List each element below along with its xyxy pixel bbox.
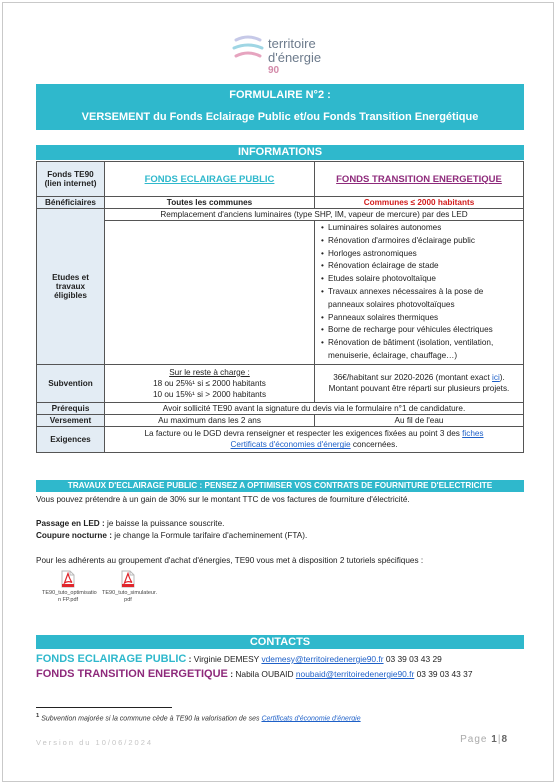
etudes-shared: Remplacement d'anciens luminaires (type SHP, IM, vapeur de mercure) par des LED [105,209,524,221]
led-label: Passage en LED : [36,519,105,528]
contact-fe [36,653,442,665]
logo-line-3: 90 [268,65,280,76]
contact-fte [36,668,472,680]
pdf-name-line1: TE90_tuto_simulateur. [102,590,158,596]
table-row [37,209,524,221]
list-item: • Borne de recharge pour véhicules électriques [321,324,521,337]
contact-fte-label: FONDS TRANSITION ENERGETIQUE [36,668,228,680]
pdf-file-icon [61,570,75,588]
exigences-pre: La facture ou le DGD devra renseigner et respecter les exigences fixées au point 3 des [144,429,460,439]
coupure-text: je change la Formule tarifaire d'acheminement (FTA). [114,531,308,540]
footnote-rule [36,707,172,708]
list-item: • Travaux annexes nécessaires à la pose de panneaux solaires photovoltaïques [321,286,521,312]
beneficiaires-fte: Communes ≤ 2000 habitants [315,197,524,209]
table-row [37,162,524,197]
informations-heading: INFORMATIONS [36,145,524,160]
prerequis-label: Prérequis [37,402,105,414]
contacts-heading: CONTACTS [36,635,524,649]
title-banner [36,84,524,130]
subvention-fe-line2: 10 ou 15%¹ si > 2000 habitants [152,389,267,399]
list-item: • Luminaires solaires autonomes [321,222,521,235]
footer-version: Version du 10/06/2024 [36,738,154,747]
subvention-fe-head: Sur le reste à charge : [169,367,250,377]
pdf-attachment[interactable] [42,570,97,604]
beneficiaires-label: Bénéficiaires [37,197,105,209]
page-separator: | [497,734,502,745]
montant-ici-link[interactable]: ici [492,373,500,383]
pdf-file-icon [121,570,135,588]
subvention-fte-line2: Montant pouvant être réparti sur plusieurs projets. [328,384,510,394]
list-item: • Panneaux solaires thermiques [321,312,521,325]
footnote-link[interactable]: Certificats d'économie d'énergie [261,715,361,723]
contact-fte-email[interactable]: noubaid@territoiredenergie90.fr [295,669,415,679]
footnote-number: 1 [36,713,40,719]
fonds-ep-link-cell [105,162,315,197]
table-row [37,414,524,426]
subvention-fte-line1 [318,372,520,383]
subvention-fte-pre: 36€/habitant sur 2020-2026 (montant exact [333,373,490,383]
contact-fe-label: FONDS ECLAIRAGE PUBLIC [36,653,187,665]
contact-fte-sep: : [227,669,236,679]
footer-page [460,734,508,745]
pdf-caption-2 [102,590,158,604]
etudes-fe-empty [105,221,315,365]
list-item: • Rénovation de bâtiment (isolation, ventilation, menuiserie, éclairage, chauffage…) [321,337,521,363]
led-text: je baisse la puissance souscrite. [107,519,225,528]
beneficiaires-fe: Toutes les communes [105,197,315,209]
table-row [37,221,524,365]
form-subtitle: VERSEMENT du Fonds Eclairage Public et/ou Fonds Transition Energétique [81,111,479,123]
contact-fe-name: Virginie DEMESY [193,654,260,664]
pdf-name-line2: n FP.pdf [57,597,79,603]
groupement-text: Pour les adhérents au groupement d'achat d'énergies, TE90 vous met à disposition 2 tutoriels spécifiques : [36,556,424,565]
exigences-text [105,426,524,452]
pdf-name-line2: pdf [124,597,132,603]
list-item: • Etudes solaire photovoltaïque [321,273,521,286]
fonds-te-link[interactable]: FONDS TRANSITION ENERGETIQUE [336,173,502,185]
contact-fe-email[interactable]: vdemesy@territoiredenergie90.fr [261,654,384,664]
footnote-text: Subvention majorée si la commune cède à TE90 la valorisation de ses [41,715,260,723]
led-line [36,519,224,528]
form-title: FORMULAIRE N°2 : [229,89,331,101]
contact-fte-phone: 03 39 03 43 37 [416,669,473,679]
logo-line-2: d'énergie [268,50,322,65]
footnote [36,713,361,722]
coupure-line [36,531,307,540]
contact-fe-sep: : [186,654,194,664]
informations-table [36,161,524,453]
list-item: • Horloges astronomiques [321,248,521,261]
subvention-fe-line1: 18 ou 25%¹ si ≤ 2000 habitants [153,378,266,388]
fonds-te-link-cell [315,162,524,197]
list-item: • Rénovation d'armoires d'éclairage public [321,235,521,248]
fiches-link[interactable]: fiches [462,429,484,439]
prerequis-text: Avoir sollicité TE90 avant la signature du devis via le formulaire n°1 de candidature. [105,402,524,414]
subvention-label: Subvention [37,364,105,402]
cee-link[interactable]: Certificats d'économies d'énergie [230,440,351,450]
versement-fte: Au fil de l'eau [315,414,524,426]
page-label: Page [460,734,488,745]
exigences-post: concernées. [352,440,398,450]
table-row [37,426,524,452]
etudes-label: Etudes et travaux éligibles [37,209,105,365]
pdf-caption-1 [42,590,97,604]
table-row [37,364,524,402]
fonds-label: Fonds TE90 (lien internet) [37,162,105,197]
contact-fe-phone: 03 39 03 43 29 [385,654,442,664]
travaux-heading: TRAVAUX D'ECLAIRAGE PUBLIC : PENSEZ A OPTIMISER VOS CONTRATS DE FOURNITURE D'ELECTRICITE [36,480,524,492]
logo-mark-icon [232,34,264,64]
subvention-fte [315,364,524,402]
subvention-fe [105,364,315,402]
fonds-ep-link[interactable]: FONDS ECLAIRAGE PUBLIC [144,173,275,185]
etudes-fte-list [315,221,524,365]
logo-line-1: territoire [268,36,316,51]
subvention-fte-post: ). [499,373,505,383]
table-row [37,197,524,209]
pdf-name-line1: TE90_tuto_optimisatio [42,590,97,596]
page-total: 8 [501,734,508,745]
contact-fte-name: Nabila OUBAID [235,669,294,679]
versement-fe: Au maximum dans les 2 ans [105,414,315,426]
pdf-attachment[interactable] [102,570,158,604]
travaux-intro: Vous pouvez prétendre à un gain de 30% sur le montant TTC de vos factures de fourniture d'électricité. [36,495,410,504]
exigences-label: Exigences [37,426,105,452]
logo [232,34,352,78]
versement-label: Versement [37,414,105,426]
coupure-label: Coupure nocturne : [36,531,112,540]
page-number: 1 [491,734,498,745]
table-row [37,402,524,414]
list-item: • Rénovation éclairage de stade [321,260,521,273]
